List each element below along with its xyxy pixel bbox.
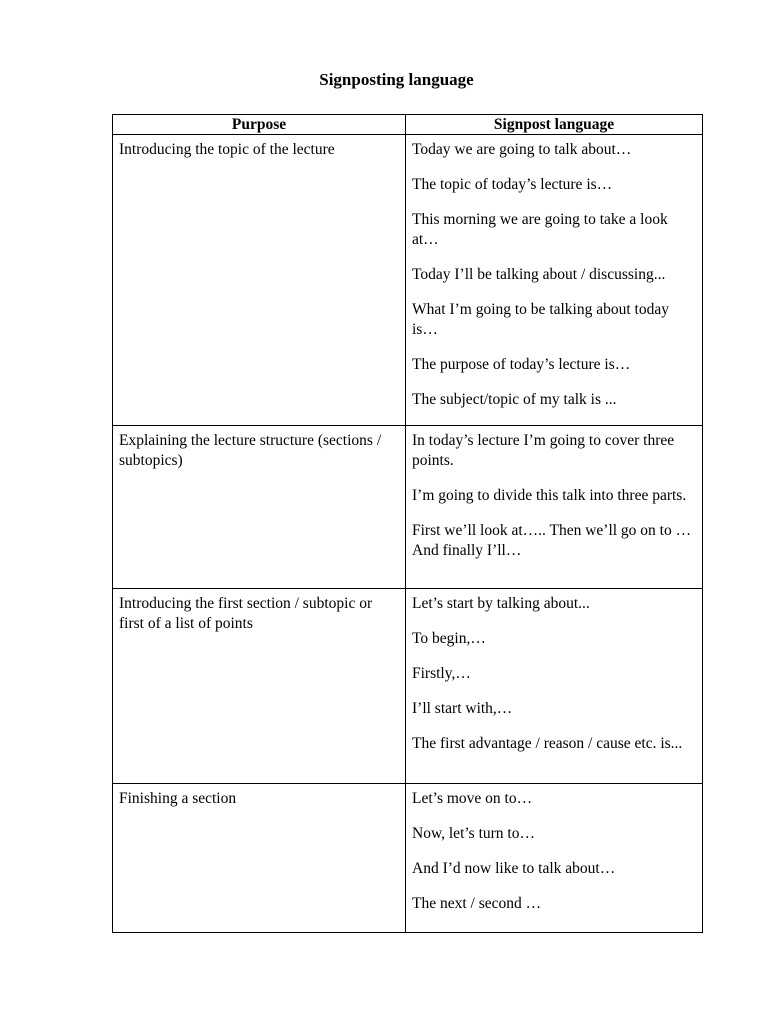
signposting-table [112,114,703,933]
purpose-cell: Explaining the lecture structure (sections / subtopics) [113,426,406,589]
signpost-phrase: Today I’ll be talking about / discussing... [412,266,666,283]
column-header-signpost-language: Signpost language [406,115,703,135]
phrases-cell [406,135,703,426]
phrases-cell [406,784,703,933]
page-title: Signposting language [319,70,474,89]
signpost-phrase: First we’ll look at….. Then we’ll go on to … And finally I’ll… [412,522,692,559]
signpost-phrase: What I’m going to be talking about today is… [412,301,669,338]
phrases-cell [406,589,703,784]
table-header-row [113,115,703,135]
signpost-phrase: Let’s start by talking about... [412,595,590,612]
signpost-phrase: Let’s move on to… [412,790,533,807]
signpost-phrase: This morning we are going to take a look at… [412,211,668,248]
signpost-phrase: The subject/topic of my talk is ... [412,391,617,408]
signpost-phrase: I’m going to divide this talk into three parts. [412,487,687,504]
purpose-cell: Introducing the first section / subtopic or first of a list of points [113,589,406,784]
signpost-phrase: Now, let’s turn to… [412,825,535,842]
signpost-phrase: The purpose of today’s lecture is… [412,356,631,373]
column-header-purpose: Purpose [113,115,406,135]
signpost-phrase: To begin,… [412,630,486,647]
table-row [113,426,703,589]
table-row [113,784,703,933]
signpost-phrase: I’ll start with,… [412,700,513,717]
signpost-phrase: Today we are going to talk about… [412,141,632,158]
signpost-phrase: And I’d now like to talk about… [412,860,616,877]
purpose-cell: Introducing the topic of the lecture [113,135,406,426]
signpost-phrase: In today’s lecture I’m going to cover three points. [412,432,675,469]
signpost-phrase: The first advantage / reason / cause etc. is... [412,735,683,752]
phrases-cell [406,426,703,589]
signpost-phrase: Firstly,… [412,665,471,682]
table-row [113,589,703,784]
signpost-phrase: The topic of today’s lecture is… [412,176,613,193]
signpost-phrase: The next / second … [412,895,542,912]
purpose-cell: Finishing a section [113,784,406,933]
table-row [113,135,703,426]
